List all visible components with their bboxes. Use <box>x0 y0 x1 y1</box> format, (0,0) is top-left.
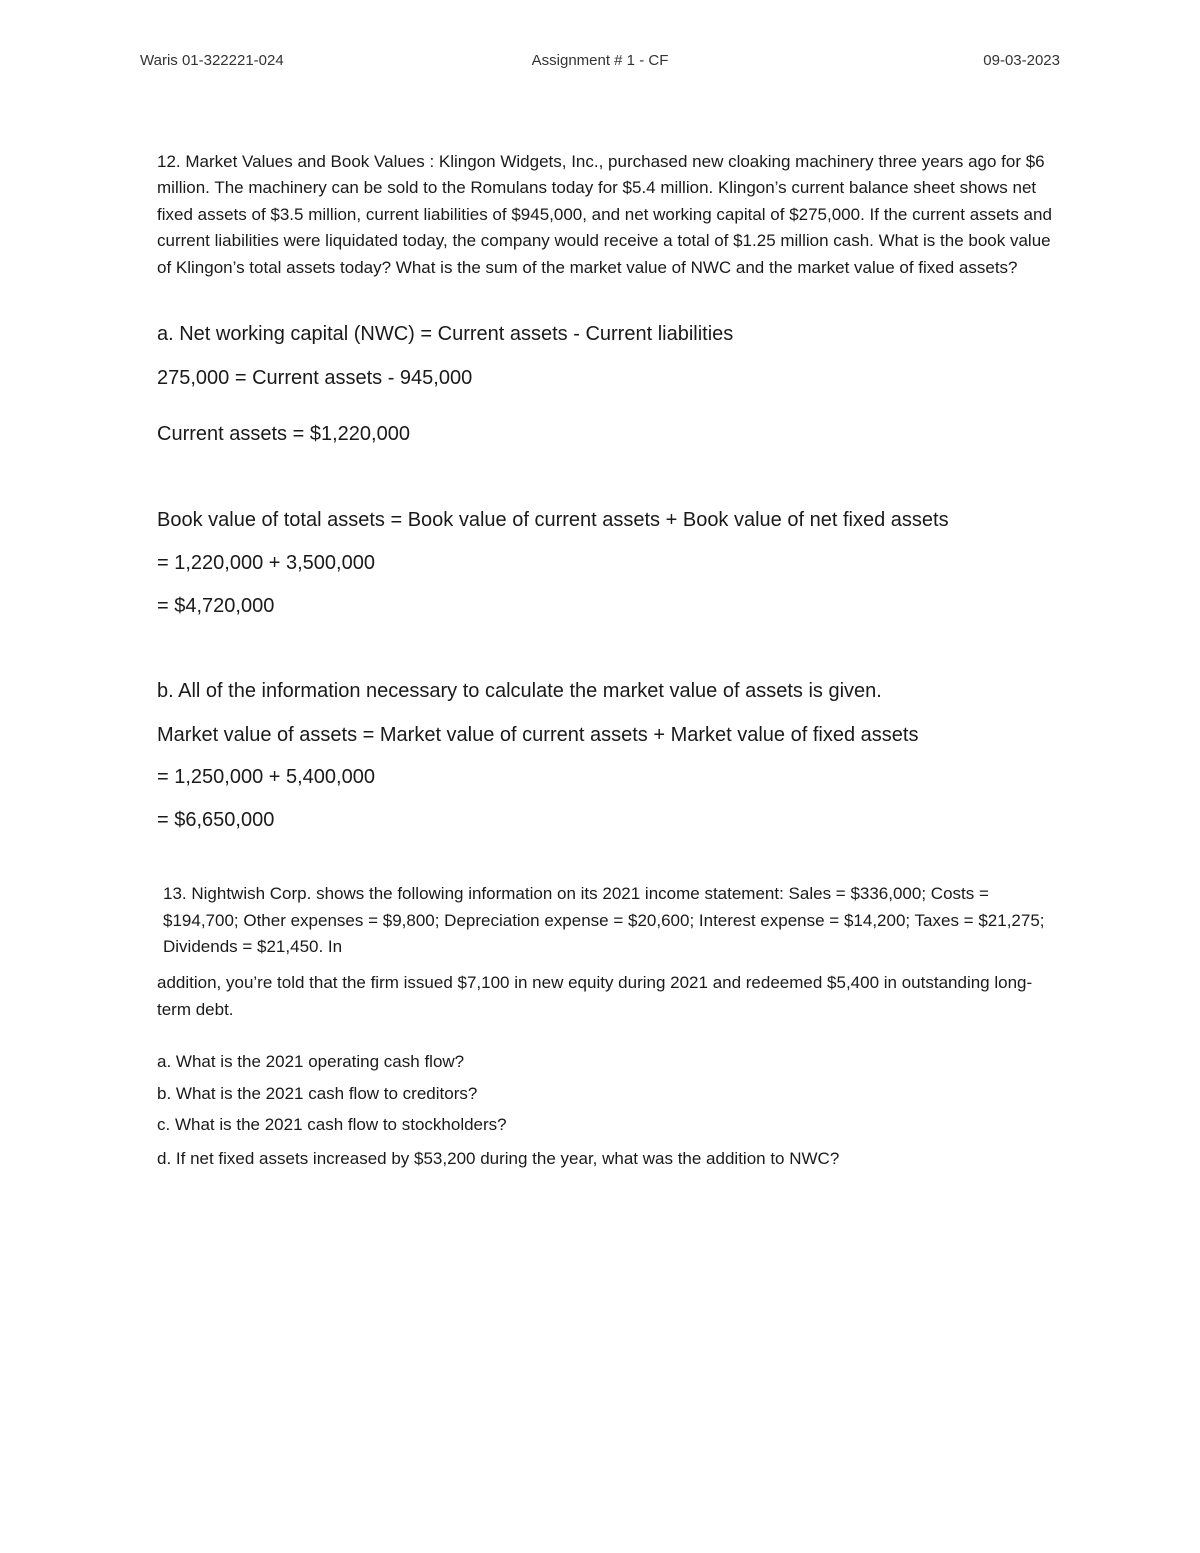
answer-a-line-1: a. Net working capital (NWC) = Current assets - Current liabilities <box>157 323 734 345</box>
answer-a-line-4: Book value of total assets = Book value of current assets + Book value of net fixed assets <box>157 509 949 531</box>
question-13-part-a: a. What is the 2021 operating cash flow? <box>157 1052 465 1071</box>
header-author: Waris 01-322221-024 <box>140 52 284 69</box>
question-13-part-d: d. If net fixed assets increased by $53,200 during the year, what was the addition to NWC? <box>157 1149 840 1168</box>
question-12-text: 12. Market Values and Book Values : Klingon Widgets, Inc., purchased new cloaking machinery three years ago for $6 million. The machinery can be sold to the Romulans today for $5.4 million. Klingon’s current balance sheet shows net fixed assets of $3.5 million, current liabilities of $945,000, and net working capital of $275,000. If the current assets and current liabilities were liquidated today, the company would receive a total of $1.25 million cash. What is the book value of Klingon’s total assets today? What is the sum of the market value of NWC and the market value of fixed assets? <box>157 152 1052 277</box>
answer-a-line-3: Current assets = $1,220,000 <box>157 423 410 445</box>
answer-b-line-2: Market value of assets = Market value of current assets + Market value of fixed assets <box>157 724 919 746</box>
answer-b-line-4: = $6,650,000 <box>157 809 275 831</box>
question-13-part-c: c. What is the 2021 cash flow to stockholders? <box>157 1115 507 1134</box>
header-date: 09-03-2023 <box>983 52 1060 69</box>
question-12 <box>157 149 1057 281</box>
question-13-text: 13. Nightwish Corp. shows the following information on its 2021 income statement: Sales = $336,000; Costs = $194,700; Other expenses = $9,800; Depreciation expense = $20,600; Interest expense = $14,200; Taxes = $21,275; Dividends = $21,450. In <box>163 884 1045 956</box>
question-13-continuation: addition, you’re told that the firm issued $7,100 in new equity during 2021 and redeemed $5,400 in outstanding long-term debt. <box>157 973 1033 1019</box>
answer-b-line-1: b. All of the information necessary to calculate the market value of assets is given. <box>157 680 882 702</box>
question-13-part-b: b. What is the 2021 cash flow to creditors? <box>157 1084 478 1103</box>
answer-a-line-2: 275,000 = Current assets - 945,000 <box>157 367 473 389</box>
header-title: Assignment # 1 - CF <box>531 52 669 69</box>
answer-a-line-6: = $4,720,000 <box>157 595 275 617</box>
answer-b-line-3: = 1,250,000 + 5,400,000 <box>157 766 375 788</box>
answer-a-line-5: = 1,220,000 + 3,500,000 <box>157 552 375 574</box>
